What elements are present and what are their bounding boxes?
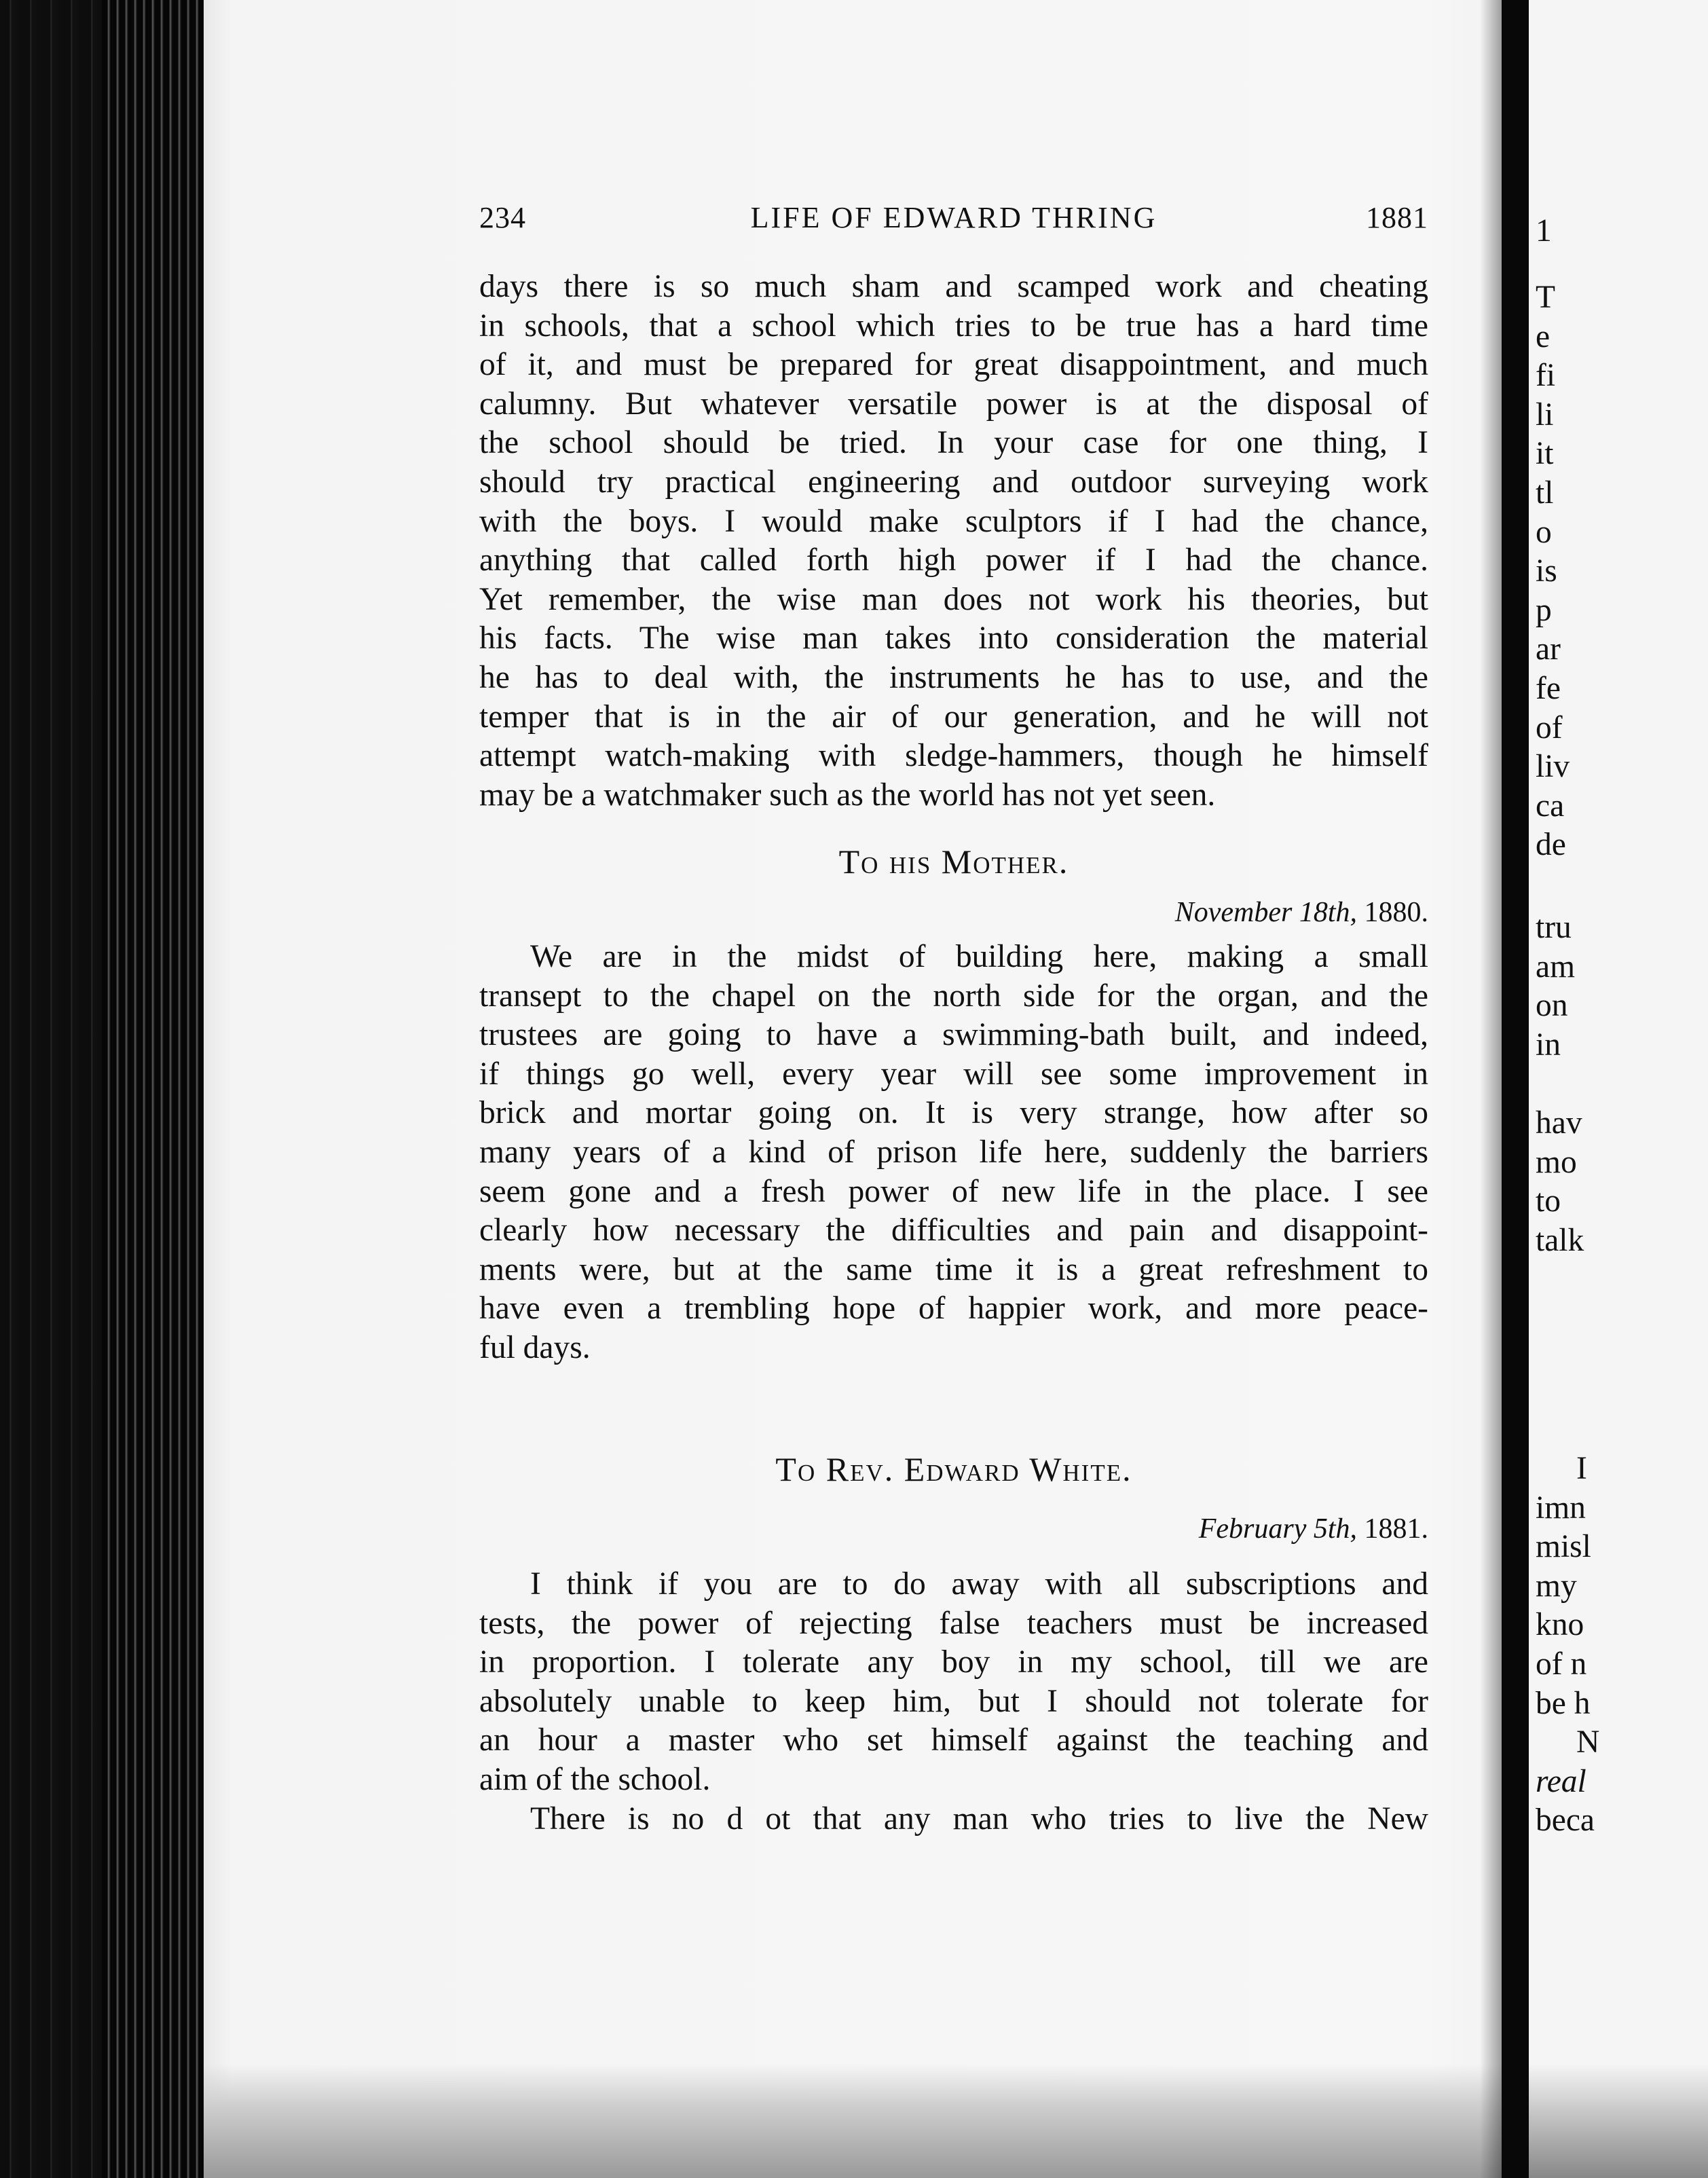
facing-text-line: liv: [1536, 749, 1570, 785]
page-number: 234: [479, 201, 526, 234]
letter-body: [479, 1565, 1428, 1839]
facing-text-line: it: [1536, 436, 1554, 472]
paragraph-continued: [479, 267, 1428, 815]
facing-text-line: beca: [1536, 1803, 1595, 1839]
date-month: February 5th,: [1198, 1513, 1357, 1545]
facing-text-line: am: [1536, 948, 1576, 984]
text-line: of it, and must be prepared for great disappointment, and much: [479, 347, 1428, 383]
facing-page-fragment: [1536, 278, 1570, 865]
facing-text-line: 1: [1536, 213, 1552, 248]
text-line: an hour a master who set himself against the teaching and: [479, 1722, 1428, 1758]
text-line: with the boys. I would make sculptors if I had the chance,: [479, 503, 1428, 539]
facing-text-line: li: [1536, 396, 1554, 432]
facing-text-line: my: [1536, 1568, 1577, 1604]
text-line: We are in the midst of building here, making a small: [530, 939, 1428, 974]
facing-text-line: on: [1536, 988, 1568, 1024]
facing-page-fragment: [1536, 1104, 1584, 1260]
facing-text-line: T: [1536, 280, 1556, 315]
text-line: many years of a kind of prison life here, suddenly the barriers: [479, 1134, 1428, 1170]
facing-text-line: tru: [1536, 910, 1572, 945]
date-year: 1881.: [1364, 1513, 1428, 1545]
text-line: in proportion. I tolerate any boy in my school, till we are: [479, 1644, 1428, 1680]
text-line: tests, the power of rejecting false teachers must be increased: [479, 1605, 1428, 1641]
binding-page-edges: [102, 0, 204, 2178]
running-title: LIFE OF EDWARD THRING: [750, 201, 1157, 234]
letter-date: [1175, 896, 1428, 929]
facing-text-line: to: [1536, 1183, 1561, 1219]
facing-text-line: talk: [1536, 1222, 1584, 1258]
facing-text-line: real: [1536, 1763, 1586, 1799]
letter-date: [1199, 1513, 1428, 1545]
facing-text-line: fi: [1536, 358, 1556, 394]
text-line: attempt watch-making with sledge-hammers, though he himself: [479, 738, 1428, 774]
text-line: seem gone and a fresh power of new life in the place. I see: [479, 1173, 1428, 1209]
text-line: transept to the chapel on the north side for the organ, and the: [479, 978, 1428, 1014]
text-line: should try practical engineering and outdoor surveying work: [479, 464, 1428, 500]
text-line: anything that called forth high power if I had the chance.: [479, 542, 1428, 578]
facing-text-line: ar: [1536, 631, 1561, 667]
text-line: There is no d ot that any man who tries to live the New: [530, 1801, 1428, 1836]
facing-text-line: misl: [1536, 1529, 1591, 1565]
text-line: in schools, that a school which tries to be true has a hard time: [479, 308, 1428, 344]
date-month: November 18th,: [1174, 897, 1357, 928]
facing-text-line: o: [1536, 514, 1552, 550]
page-bottom-shadow: [204, 2064, 1551, 2178]
text-line: if things go well, every year will see some improvement in: [479, 1056, 1428, 1092]
text-line: temper that is in the air of our generation, and he will not: [479, 699, 1428, 735]
facing-text-line: of: [1536, 709, 1563, 745]
facing-text-line: I: [1576, 1451, 1587, 1486]
letter-heading: To Rev. Edward White.: [775, 1450, 1132, 1488]
facing-text-line: de: [1536, 827, 1566, 863]
text-line: absolutely unable to keep him, but I should not tolerate for: [479, 1683, 1428, 1719]
facing-text-line: mo: [1536, 1144, 1577, 1180]
letter-heading: To his Mother.: [838, 843, 1069, 881]
text-line: his facts. The wise man takes into consideration the material: [479, 621, 1428, 657]
facing-text-line: e: [1536, 318, 1551, 354]
text-line: clearly how necessary the difficulties and pain and disappoint-: [479, 1213, 1428, 1249]
facing-text-line: hav: [1536, 1105, 1582, 1141]
letter-body: [479, 938, 1428, 1368]
text-line: days there is so much sham and scamped work and cheating: [479, 269, 1428, 304]
text-line: the school should be tried. In your case for one thing, I: [479, 425, 1428, 461]
facing-text-line: N: [1576, 1724, 1600, 1760]
text-line: he has to deal with, the instruments he has to use, and the: [479, 659, 1428, 695]
running-head: [479, 200, 1428, 241]
facing-text-line: fe: [1536, 670, 1561, 706]
facing-text-line: in: [1536, 1027, 1561, 1063]
text-line: I think if you are to do away with all subscriptions and: [530, 1566, 1428, 1602]
text-line: trustees are going to have a swimming-bath built, and indeed,: [479, 1017, 1428, 1053]
book-gutter: [1502, 0, 1529, 2178]
facing-text-line: p: [1536, 592, 1552, 628]
text-line: aim of the school.: [479, 1761, 711, 1797]
facing-text-line: ca: [1536, 788, 1565, 824]
text-line: ful days.: [479, 1329, 591, 1365]
text-line: may be a watchmaker such as the world has not yet seen.: [479, 777, 1216, 813]
facing-text-line: tl: [1536, 475, 1554, 511]
gutter-shadow: [1480, 0, 1502, 2178]
text-line: brick and mortar going on. It is very strange, how after so: [479, 1095, 1428, 1131]
facing-page-shadow: [1529, 2064, 1708, 2178]
facing-text-line: kno: [1536, 1607, 1584, 1643]
text-line: calumny. But whatever versatile power is at the disposal of: [479, 386, 1428, 422]
facing-page-fragment: [1536, 1450, 1599, 1841]
facing-text-line: is: [1536, 553, 1557, 589]
text-line: ments were, but at the same time it is a great refreshment to: [479, 1251, 1428, 1287]
facing-page-fragment: [1536, 908, 1575, 1065]
facing-text-line: imn: [1536, 1490, 1586, 1526]
text-line: have even a trembling hope of happier work, and more peace-: [479, 1291, 1428, 1327]
facing-text-line: be h: [1536, 1685, 1591, 1721]
date-year: 1880.: [1364, 897, 1428, 928]
text-line: Yet remember, the wise man does not work his theories, but: [479, 581, 1428, 617]
running-year: 1881: [1366, 201, 1428, 234]
facing-text-line: of n: [1536, 1646, 1587, 1682]
facing-page-fragment: [1536, 212, 1552, 251]
